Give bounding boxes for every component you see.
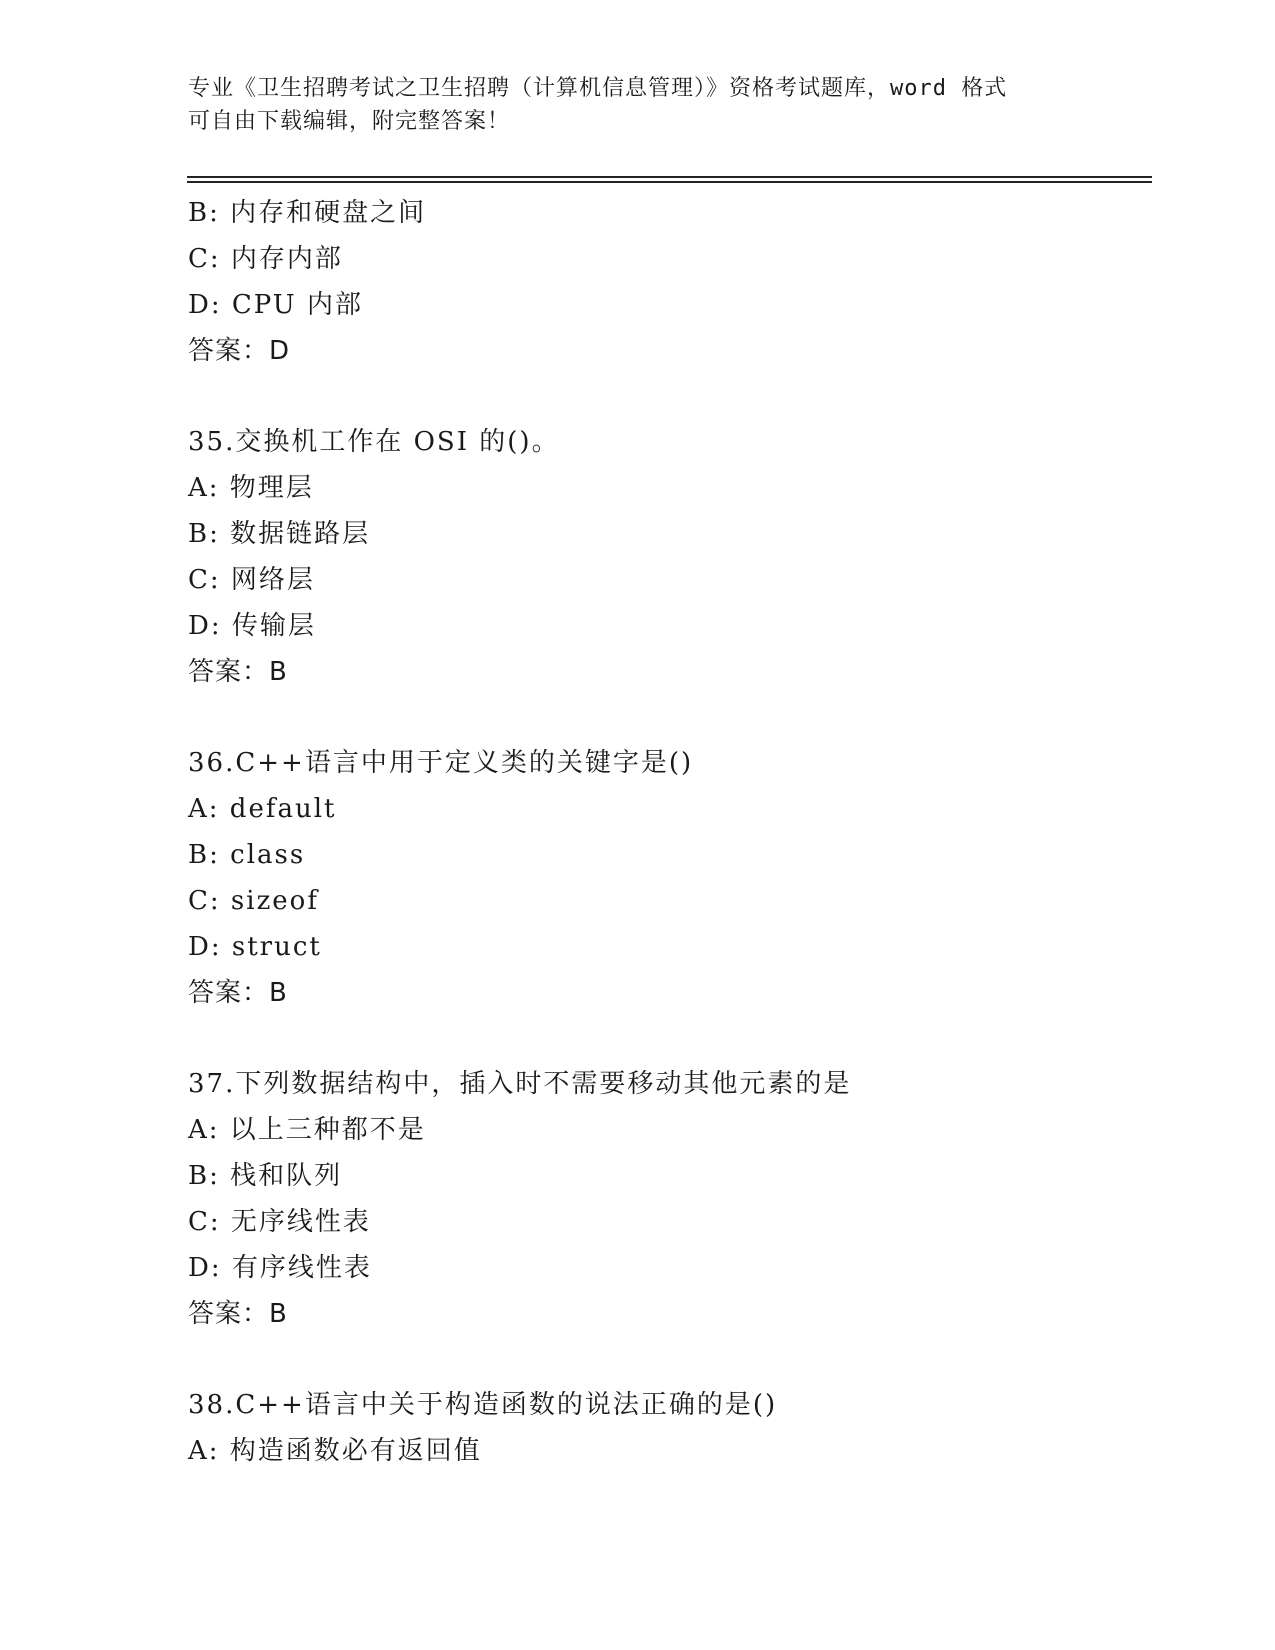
option-c: C: sizeof bbox=[188, 886, 319, 916]
option-a: A: default bbox=[188, 794, 337, 824]
header-line-1: 专业《卫生招聘考试之卫生招聘（计算机信息管理）》资格考试题库，word 格式 bbox=[188, 76, 1008, 101]
answer: 答案：D bbox=[188, 336, 291, 366]
question-37 bbox=[188, 1061, 1148, 1337]
option-a: A: 构造函数必有返回值 bbox=[188, 1436, 482, 1466]
question-36 bbox=[188, 740, 1148, 1016]
question-stem: 36.C++语言中用于定义类的关键字是() bbox=[188, 748, 694, 778]
option-c: C: 网络层 bbox=[188, 565, 315, 595]
question-35 bbox=[188, 419, 1148, 695]
document-header bbox=[188, 72, 1068, 138]
option-b: B: 栈和队列 bbox=[188, 1161, 343, 1191]
question-list bbox=[188, 190, 1148, 1474]
option-d: D: 有序线性表 bbox=[188, 1253, 372, 1283]
continued-question bbox=[188, 190, 1148, 374]
header-rule-bottom bbox=[187, 181, 1152, 183]
option-a: A: 物理层 bbox=[188, 473, 314, 503]
answer: 答案：B bbox=[188, 657, 288, 687]
question-38 bbox=[188, 1382, 1148, 1474]
question-stem: 38.C++语言中关于构造函数的说法正确的是() bbox=[188, 1390, 778, 1420]
option-d: D: struct bbox=[188, 932, 322, 962]
question-stem: 35.交换机工作在 OSI 的()。 bbox=[188, 427, 560, 457]
option-b: B: 数据链路层 bbox=[188, 519, 371, 549]
option-a: A: 以上三种都不是 bbox=[188, 1115, 426, 1145]
header-rule-top bbox=[187, 176, 1152, 178]
option-b: B: class bbox=[188, 840, 306, 870]
option-c: C: 无序线性表 bbox=[188, 1207, 371, 1237]
option-d: D: CPU 内部 bbox=[188, 290, 363, 320]
answer: 答案：B bbox=[188, 978, 288, 1008]
option-d: D: 传输层 bbox=[188, 611, 316, 641]
header-line-2: 可自由下载编辑，附完整答案！ bbox=[188, 109, 511, 134]
question-stem: 37.下列数据结构中，插入时不需要移动其他元素的是 bbox=[188, 1069, 852, 1099]
answer: 答案：B bbox=[188, 1299, 288, 1329]
option-c: C: 内存内部 bbox=[188, 244, 343, 274]
option-b: B: 内存和硬盘之间 bbox=[188, 198, 427, 228]
